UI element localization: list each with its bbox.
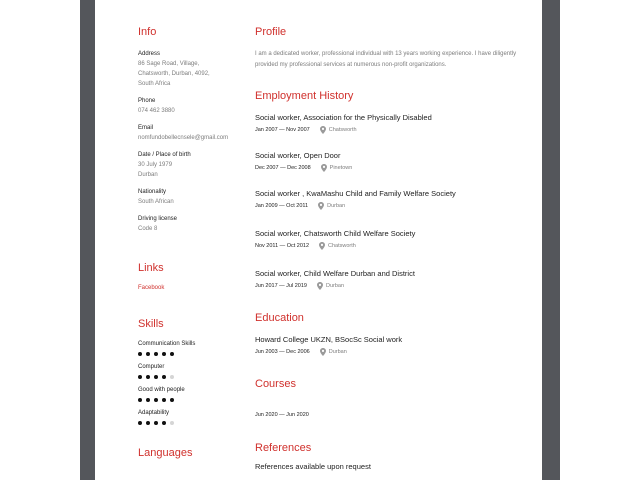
skill-rating	[138, 352, 243, 356]
location-pin-icon	[317, 282, 323, 290]
right-column	[255, 24, 520, 472]
license-value: Code 8	[138, 226, 158, 232]
skill-name: Good with people	[138, 387, 185, 393]
job-dates: Nov 2011 — Oct 2012	[255, 242, 310, 249]
skill-item	[138, 363, 243, 379]
education-dates: Jun 2003 — Dec 2006	[255, 348, 310, 355]
courses-heading: Courses	[255, 378, 296, 390]
rating-dot-filled	[162, 352, 166, 356]
location-pin-icon	[320, 126, 326, 134]
skill-item	[138, 409, 243, 425]
references-text: References available upon request	[255, 462, 371, 471]
profile-text: I am a dedicated worker, professional individual with 13 years working experience. I have diligently provided my professional services at numerous non-profit organizations.	[255, 51, 517, 68]
address-line: Chatsworth, Durban, 4092,	[138, 71, 210, 77]
rating-dot-filled	[138, 375, 142, 379]
skill-name: Communication Skills	[138, 341, 196, 347]
job-title: Social worker, Chatsworth Child Welfare Society	[255, 229, 416, 238]
phone-block	[138, 97, 243, 116]
job-title: Social worker, Child Welfare Durban and District	[255, 269, 415, 278]
rating-dot-filled	[154, 352, 158, 356]
skill-rating	[138, 375, 243, 379]
pob-value: Durban	[138, 172, 158, 178]
course-entry	[255, 403, 520, 421]
rating-dot-filled	[138, 421, 142, 425]
job-entry	[255, 189, 520, 210]
phone-value: 074 462 3880	[138, 108, 175, 114]
course-dates: Jun 2020 — Jun 2020	[255, 412, 309, 418]
skill-rating	[138, 421, 243, 425]
education-meta	[255, 347, 520, 356]
education-entry	[255, 335, 520, 356]
education-title: Howard College UKZN, BSocSc Social work	[255, 335, 403, 344]
location-pin-icon	[321, 164, 327, 172]
email-block	[138, 124, 243, 143]
skill-name: Computer	[138, 364, 165, 370]
left-column	[138, 24, 243, 461]
rating-dot-filled	[138, 352, 142, 356]
info-heading: Info	[138, 26, 157, 38]
job-title: Social worker , KwaMashu Child and Family Welfare Society	[255, 189, 456, 198]
skill-name: Adaptability	[138, 410, 170, 416]
job-entry	[255, 229, 520, 250]
dob-label: Date / Place of birth	[138, 152, 191, 158]
rating-dot-empty	[170, 421, 174, 425]
dob-block	[138, 151, 243, 180]
job-dates: Jan 2007 — Nov 2007	[255, 126, 310, 133]
job-meta	[255, 163, 520, 172]
nationality-block	[138, 188, 243, 207]
job-meta	[255, 201, 520, 210]
phone-label: Phone	[138, 98, 156, 104]
nationality-value: South African	[138, 199, 174, 205]
languages-heading: Languages	[138, 447, 193, 459]
rating-dot-filled	[162, 398, 166, 402]
skill-item	[138, 386, 243, 402]
job-dates: Dec 2007 — Dec 2008	[255, 164, 311, 171]
location-pin-icon	[320, 348, 326, 356]
email-value: nomfundobellecnsele@gmail.com	[138, 135, 229, 141]
profile-heading: Profile	[255, 26, 287, 38]
resume-page	[95, 0, 542, 480]
rating-dot-filled	[154, 375, 158, 379]
job-dates: Jan 2009 — Oct 2011	[255, 202, 309, 209]
job-meta	[255, 241, 520, 250]
job-location: Chatsworth	[328, 126, 357, 133]
job-title: Social worker, Open Door	[255, 151, 341, 160]
job-entry	[255, 151, 520, 172]
job-location: Pinetown	[329, 164, 353, 171]
rating-dot-filled	[146, 421, 150, 425]
rating-dot-filled	[154, 421, 158, 425]
email-label: Email	[138, 125, 154, 131]
rating-dot-filled	[154, 398, 158, 402]
license-label: Driving license	[138, 216, 178, 222]
dob-value: 30 July 1979	[138, 162, 173, 168]
rating-dot-filled	[138, 398, 142, 402]
rating-dot-filled	[162, 375, 166, 379]
rating-dot-filled	[170, 352, 174, 356]
job-location: Chatsworth	[328, 242, 356, 249]
skills-heading: Skills	[138, 318, 164, 330]
address-block	[138, 50, 243, 89]
job-dates: Jun 2017 — Jul 2019	[255, 282, 307, 289]
location-pin-icon	[319, 242, 325, 250]
facebook-link[interactable]: Facebook	[138, 285, 165, 291]
job-location: Durban	[325, 282, 345, 289]
job-meta	[255, 281, 520, 290]
rating-dot-filled	[146, 375, 150, 379]
nationality-label: Nationality	[138, 189, 167, 195]
location-pin-icon	[318, 202, 324, 210]
rating-dot-filled	[146, 352, 150, 356]
links-heading: Links	[138, 262, 164, 274]
job-title: Social worker, Association for the Physically Disabled	[255, 113, 432, 122]
address-line: South Africa	[138, 81, 171, 87]
address-line: 86 Sage Road, Village,	[138, 61, 200, 67]
references-heading: References	[255, 442, 312, 454]
job-entry	[255, 269, 520, 290]
job-entry	[255, 113, 520, 134]
skill-rating	[138, 398, 243, 402]
rating-dot-filled	[162, 421, 166, 425]
education-location: Durban	[328, 348, 347, 355]
rating-dot-filled	[146, 398, 150, 402]
job-meta	[255, 125, 520, 134]
skill-item	[138, 340, 243, 356]
license-block	[138, 215, 243, 234]
job-location: Durban	[327, 202, 346, 209]
education-heading: Education	[255, 312, 304, 324]
rating-dot-filled	[170, 398, 174, 402]
address-label: Address	[138, 51, 161, 57]
rating-dot-empty	[170, 375, 174, 379]
employment-heading: Employment History	[255, 90, 354, 102]
